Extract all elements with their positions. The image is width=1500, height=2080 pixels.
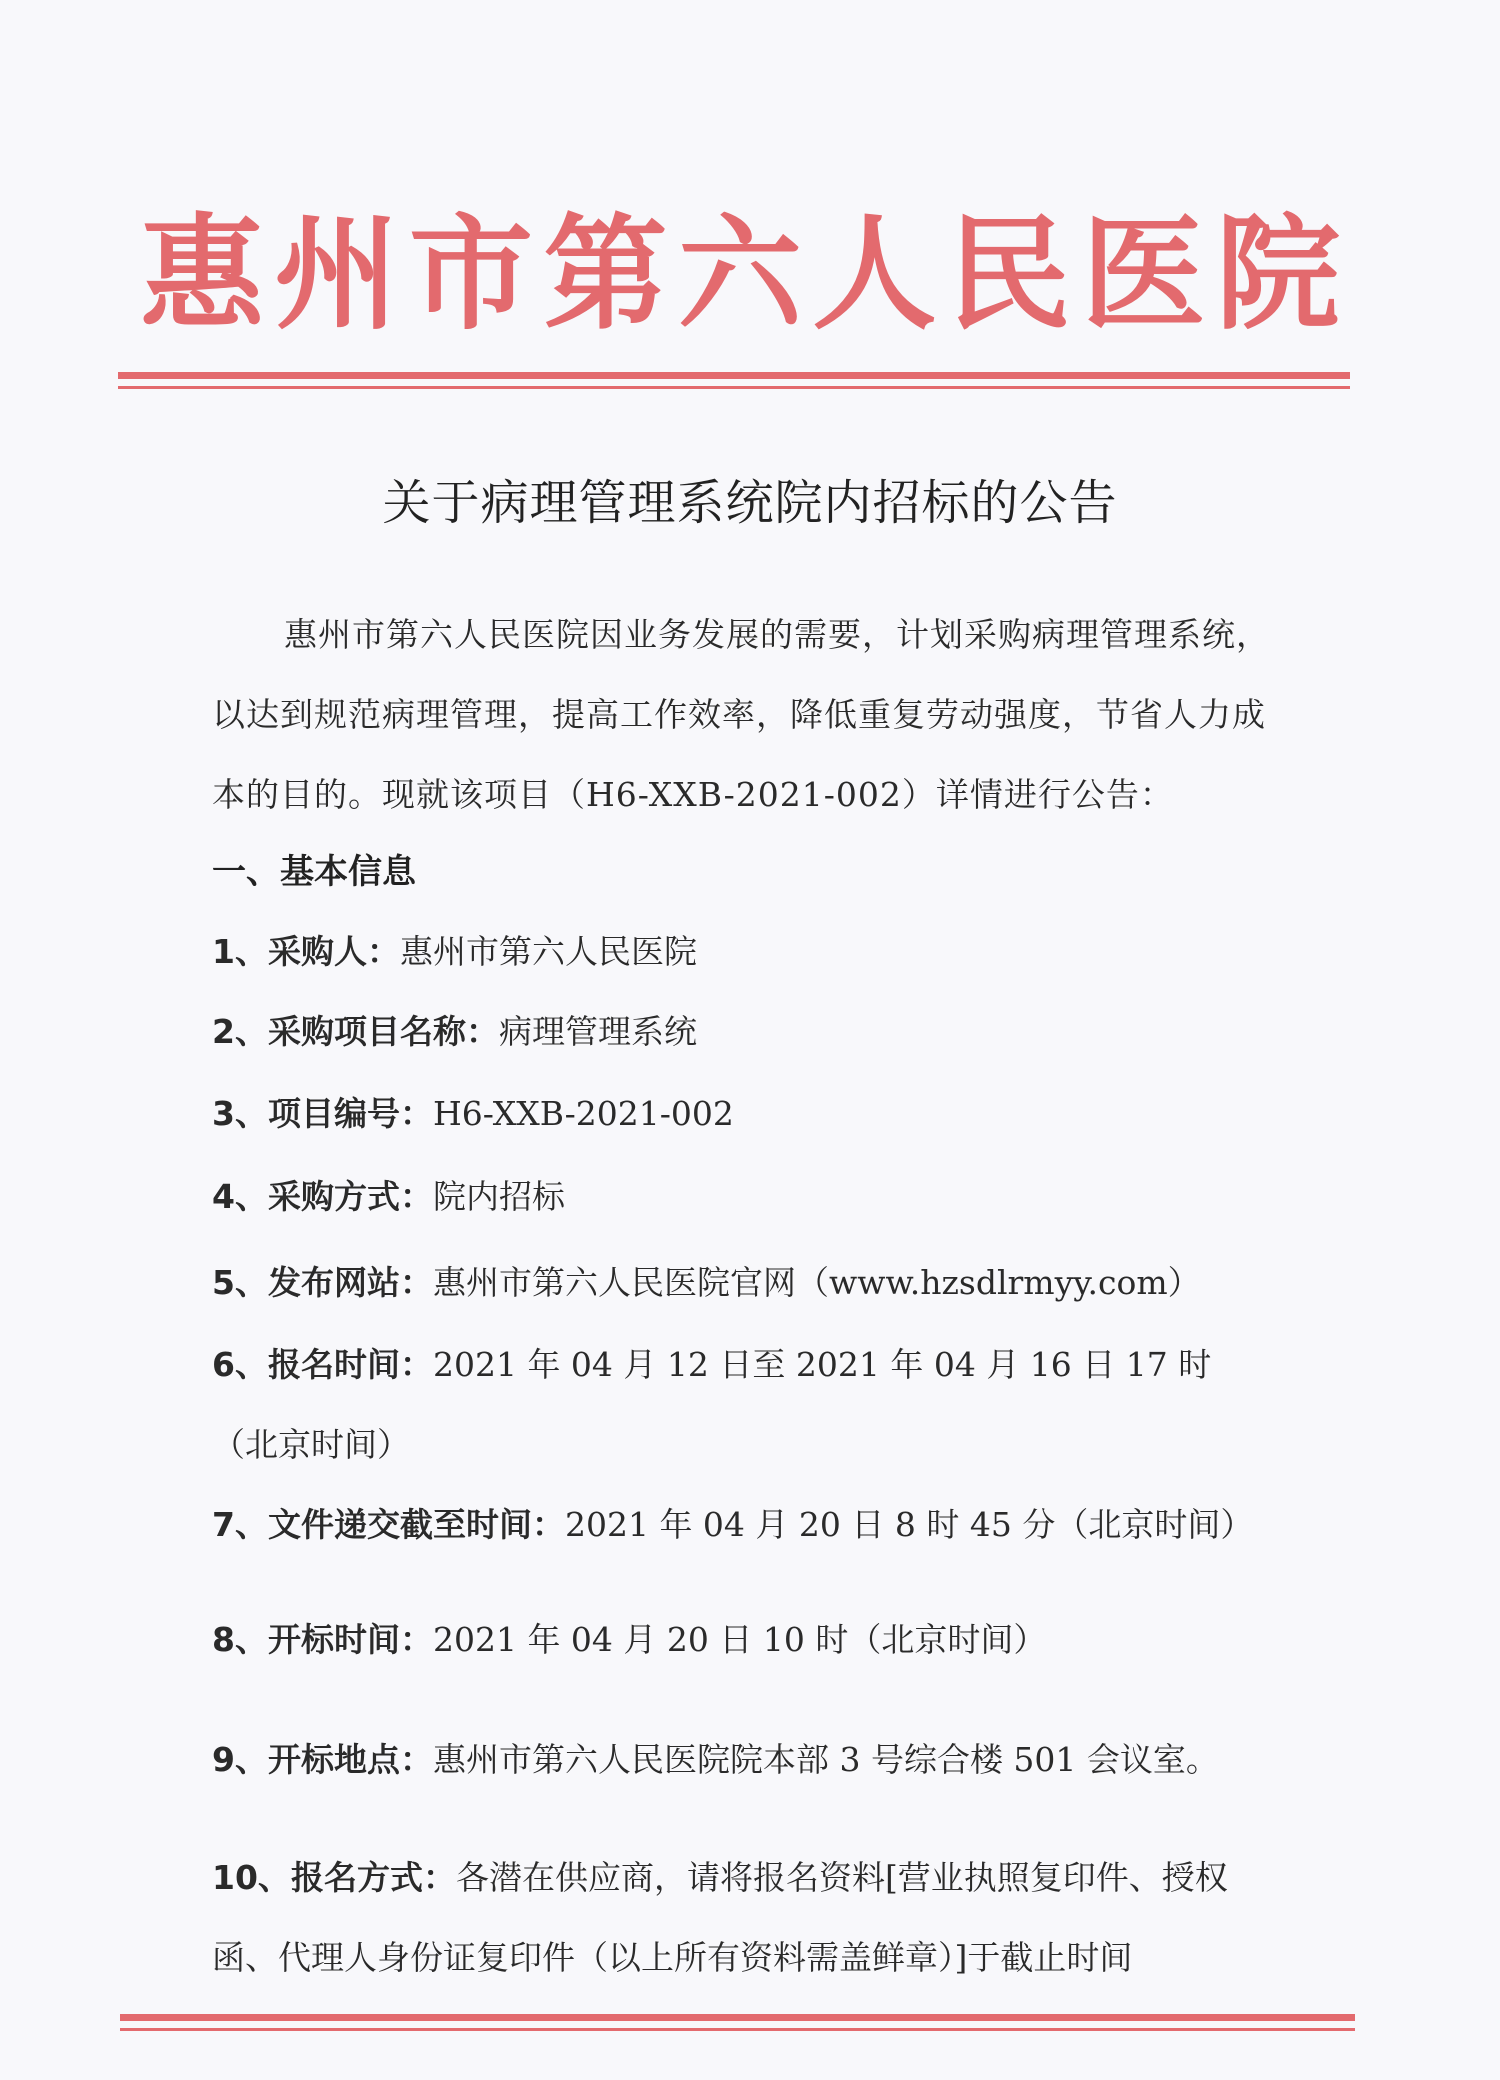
item-value: H6-XXB-2021-002 bbox=[432, 1094, 734, 1133]
item-label: 文件递交截至时间： bbox=[267, 1505, 565, 1544]
item-value: 惠州市第六人民医院院本部 3 号综合楼 501 会议室。 bbox=[432, 1740, 1219, 1779]
item-number: 6、 bbox=[212, 1345, 268, 1384]
item-label: 采购项目名称： bbox=[267, 1012, 499, 1051]
item-number: 1、 bbox=[212, 932, 268, 971]
item-number: 2、 bbox=[212, 1012, 268, 1051]
item-value: 病理管理系统 bbox=[498, 1012, 697, 1051]
item-label: 报名方式： bbox=[290, 1858, 456, 1897]
item-label: 报名时间： bbox=[267, 1345, 433, 1384]
letterhead-char: 州 bbox=[274, 202, 399, 347]
info-item bbox=[212, 1838, 1274, 1998]
hospital-letterhead bbox=[140, 202, 1340, 347]
info-item bbox=[212, 912, 1274, 992]
item-number: 9、 bbox=[212, 1740, 268, 1779]
item-value: 2021 年 04 月 20 日 10 时（北京时间） bbox=[432, 1620, 1047, 1659]
info-item bbox=[212, 1325, 1274, 1485]
letterhead-char: 惠 bbox=[140, 202, 265, 347]
letterhead-rule-thick bbox=[118, 372, 1350, 379]
info-item bbox=[212, 1074, 1274, 1154]
document-title: 关于病理管理系统院内招标的公告 bbox=[382, 475, 1118, 531]
item-number: 3、 bbox=[212, 1094, 268, 1133]
item-label: 采购方式： bbox=[267, 1177, 433, 1216]
item-value: 2021 年 04 月 12 日至 2021 年 04 月 16 日 17 时（北京时间） bbox=[212, 1345, 1212, 1464]
intro-paragraph: 惠州市第六人民医院因业务发展的需要，计划采购病理管理系统，以达到规范病理管理，提高工作效率，降低重复劳动强度，节省人力成本的目的。现就该项目（H6-XXB-2021-002）详情进行公告： bbox=[212, 615, 1270, 814]
item-number: 10、 bbox=[212, 1858, 291, 1897]
footer-rule-thick bbox=[120, 2014, 1355, 2021]
letterhead-char: 六 bbox=[677, 202, 802, 347]
info-item bbox=[212, 1720, 1274, 1800]
item-value: 2021 年 04 月 20 日 8 时 45 分（北京时间） bbox=[564, 1505, 1254, 1544]
footer-rule-thin bbox=[120, 2028, 1355, 2031]
item-label: 项目编号： bbox=[267, 1094, 433, 1133]
letterhead-char: 医 bbox=[1081, 202, 1206, 347]
letterhead-char: 民 bbox=[946, 202, 1071, 347]
info-item bbox=[212, 992, 1274, 1072]
item-value: 院内招标 bbox=[432, 1177, 565, 1216]
item-number: 7、 bbox=[212, 1505, 268, 1544]
item-number: 4、 bbox=[212, 1177, 268, 1216]
item-label: 采购人： bbox=[267, 932, 400, 971]
info-item bbox=[212, 1600, 1274, 1680]
letterhead-rule-thin bbox=[118, 386, 1350, 389]
item-number: 8、 bbox=[212, 1620, 268, 1659]
letterhead-char: 人 bbox=[812, 202, 937, 347]
item-label: 开标地点： bbox=[267, 1740, 433, 1779]
letterhead-char: 院 bbox=[1215, 202, 1340, 347]
item-number: 5、 bbox=[212, 1263, 268, 1302]
item-value: 惠州市第六人民医院 bbox=[399, 932, 697, 971]
item-label: 发布网站： bbox=[267, 1263, 433, 1302]
info-item bbox=[212, 1243, 1274, 1323]
item-value: 惠州市第六人民医院官网（www.hzsdlrmyy.com） bbox=[432, 1263, 1201, 1302]
item-label: 开标时间： bbox=[267, 1620, 433, 1659]
section-heading: 一、基本信息 bbox=[212, 852, 416, 892]
info-item bbox=[212, 1157, 1274, 1237]
item-value: 各潜在供应商，请将报名资料[营业执照复印件、授权函、代理人身份证复印件（以上所有资料需盖鲜章）]于截止时间 bbox=[212, 1858, 1228, 1977]
letterhead-char: 第 bbox=[543, 202, 668, 347]
info-item bbox=[212, 1485, 1274, 1565]
letterhead-char: 市 bbox=[408, 202, 533, 347]
